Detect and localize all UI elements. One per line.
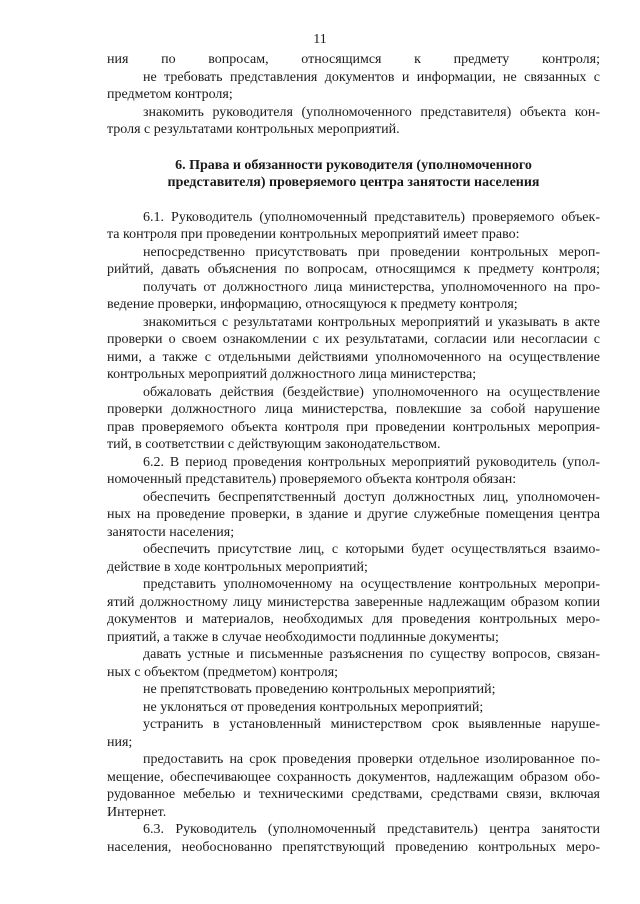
text-line: предметом контроля; — [107, 87, 233, 102]
text-line: тий, в соответствии с действующим законодательством. — [107, 437, 441, 452]
text-line: не уклоняться от проведения контрольных мероприятий; — [143, 699, 484, 715]
text-line: обеспечить присутствие лиц, с которыми будет осуществляться взаимо- — [143, 542, 600, 557]
text-line: троля с результатами контрольных мероприятий. — [107, 122, 400, 137]
text-line: давать устные и письменные разъяснения по существу вопросов, связан- — [143, 647, 600, 662]
text-line: населения, необоснованно препятствующий проведению контрольных меро- — [107, 839, 600, 855]
document-body — [107, 51, 600, 856]
text-line: проверки о своем ознакомлении с их результатами, согласии или несогласии с — [107, 332, 600, 347]
text-line: обжаловать действия (бездействие) уполномоченного на осуществление — [143, 384, 600, 400]
text-line: рудованное мебелью и техническими средствами, средствами связи, включая — [107, 787, 600, 802]
text-line: 6.1. Руководитель (уполномоченный представитель) проверяемого объек- — [143, 209, 600, 225]
text-line: представить уполномоченному на осуществление контрольных меропри- — [143, 577, 600, 592]
text-line: приятий, а также в случае необходимости подлинные документы; — [107, 629, 499, 645]
section-heading: представителя) проверяемого центра занятости населения — [167, 174, 540, 190]
text-line: ных на проведение проверки, в здание и другие служебные помещения центра — [107, 507, 600, 522]
text-line: 6.2. В период проведения контрольных мероприятий руководитель (упол- — [143, 454, 600, 470]
text-line: мещение, обеспечивающее сохранность документов, надлежащим образом обо- — [107, 769, 600, 785]
text-line: рийтий, давать объяснения по вопросам, относящимся к предмету контроля; — [107, 262, 600, 277]
text-line: 6.3. Руководитель (уполномоченный представитель) центра занятости — [143, 822, 600, 837]
text-line: проверки должностного лица министерства, повлекшие за собой нарушение — [107, 402, 600, 417]
text-line: ных с объектом (предметом) контроля; — [107, 664, 339, 680]
text-line: прав проверяемого объекта контроля при проведении контрольных мероприя- — [107, 419, 600, 435]
text-line: ятий должностному лицу министерства заверенные надлежащим образом копии — [107, 594, 600, 610]
text-line: ними, а также с отдельными действиями уполномоченного на осуществление — [107, 349, 600, 365]
text-line: обеспечить беспрепятственный доступ должностных лиц, уполномочен- — [143, 489, 600, 505]
text-line: номоченный представитель) проверяемого объекта контроля обязан: — [107, 472, 517, 487]
text-line: ния; — [107, 734, 133, 750]
text-line: знакомиться с результатами контрольных мероприятий и указывать в акте — [143, 314, 600, 330]
text-line: контрольных мероприятий должностного лица министерства; — [107, 367, 477, 382]
section-heading: 6. Права и обязанности руководителя (уполномоченного — [175, 157, 532, 173]
text-line: не препятствовать проведению контрольных мероприятий; — [143, 682, 496, 697]
text-line: Интернет. — [107, 804, 167, 820]
text-line: занятости населения; — [107, 524, 235, 540]
text-line: непосредственно присутствовать при проведении контрольных мероп- — [143, 244, 600, 260]
text-line: знакомить руководителя (уполномоченного представителя) объекта кон- — [143, 104, 600, 120]
text-line: предоставить на срок проведения проверки отдельное изолированное по- — [143, 752, 600, 767]
text-line: действие в ходе контрольных мероприятий; — [107, 559, 368, 575]
text-line: не требовать представления документов и информации, не связанных с — [143, 69, 600, 85]
text-line: ведение проверки, информацию, относящуюся к предмету контроля; — [107, 297, 518, 312]
text-line: получать от должностного лица министерства, уполномоченного на про- — [143, 279, 600, 295]
text-line: та контроля при проведении контрольных мероприятий имеет право: — [107, 227, 520, 242]
text-line: устранить в установленный министерством срок выявленные наруше- — [143, 717, 600, 732]
text-line: ния по вопросам, относящимся к предмету контроля; — [107, 52, 600, 67]
text-line: документов и материалов, необходимых для проведения контрольных меро- — [107, 612, 600, 627]
page-number: 11 — [313, 32, 327, 47]
